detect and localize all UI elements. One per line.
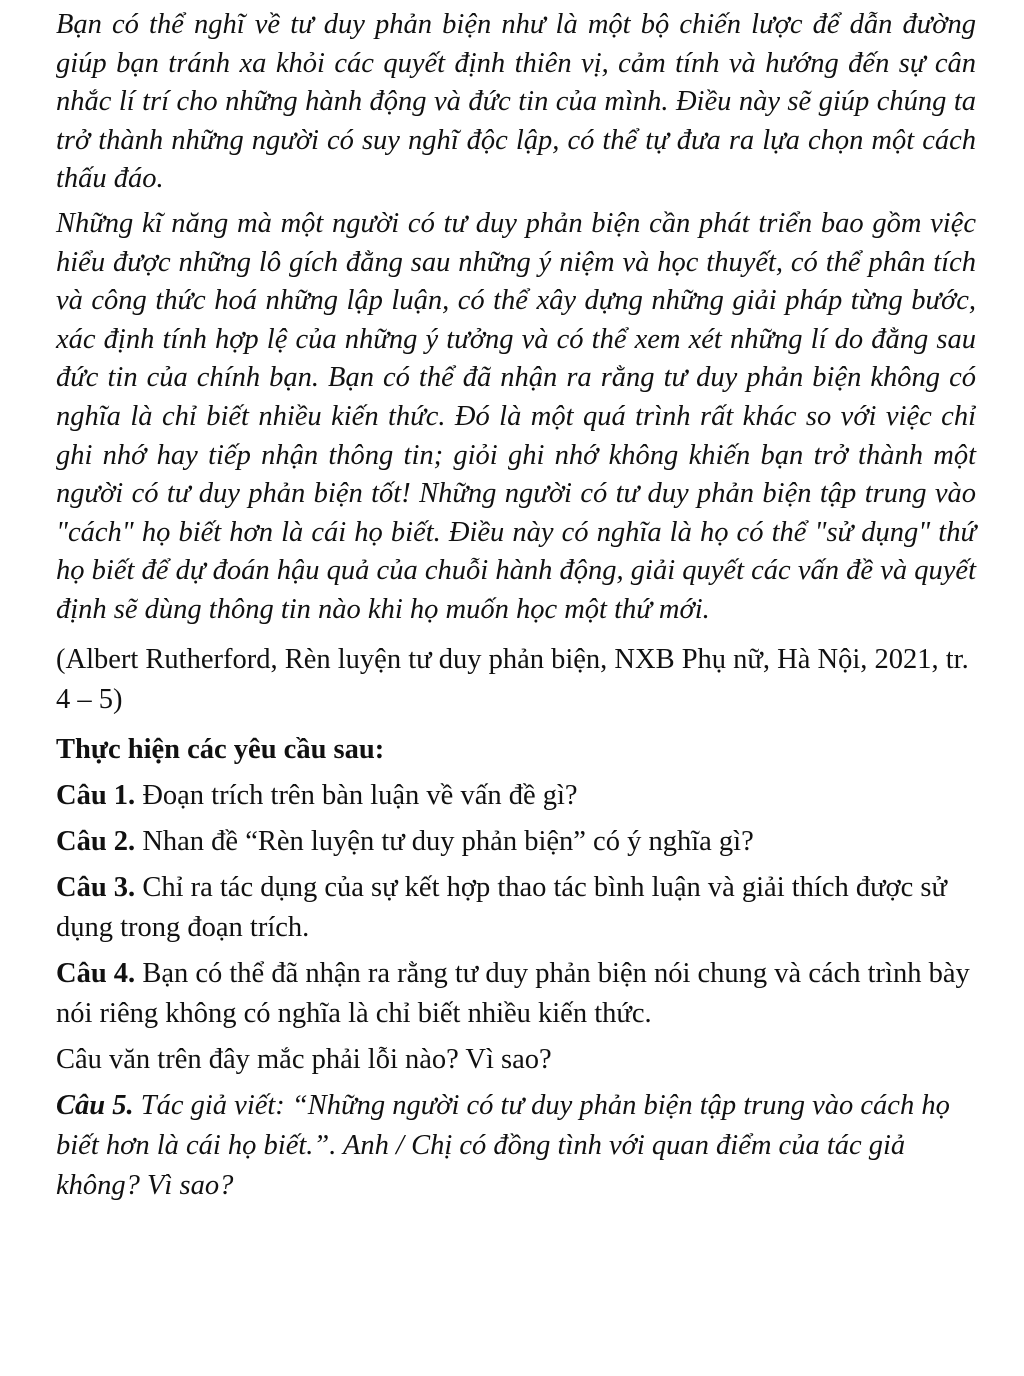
question-label: Câu 5. xyxy=(56,1089,134,1121)
question-text: Đoạn trích trên bàn luận về vấn đề gì? xyxy=(135,779,578,811)
question-label: Câu 3. xyxy=(56,871,136,903)
question-text: Nhan đề “Rèn luyện tư duy phản biện” có ý nghĩa gì? xyxy=(135,825,754,857)
source-citation: (Albert Rutherford, Rèn luyện tư duy phản biện, NXB Phụ nữ, Hà Nội, 2021, tr. 4 – 5) xyxy=(56,643,969,715)
question-4-continuation: Câu văn trên đây mắc phải lỗi nào? Vì sao? xyxy=(56,1043,552,1075)
question-4 xyxy=(56,954,976,1034)
question-label: Câu 1. xyxy=(56,779,136,811)
excerpt-paragraph-1: Bạn có thể nghĩ về tư duy phản biện như là một bộ chiến lược để dẫn đường giúp bạn tránh xa khỏi các quyết định thiên vị, cảm tính và hướng đến sự cân nhắc lí trí cho những hành động và đức tin của mình. Điều này sẽ giúp chúng ta trở thành những người có suy nghĩ độc lập, có thể tự đưa ra lựa chọn một cách thấu đáo. xyxy=(56,9,976,195)
question-text: Tác giả viết: “Những người có tư duy phản biện tập trung vào cách họ biết hơn là cái họ biết.”. Anh / Chị có đồng tình với quan điểm của tác giả không? Vì sao? xyxy=(56,1089,950,1201)
question-label: Câu 2. xyxy=(56,825,136,857)
question-2 xyxy=(56,822,976,862)
question-text: Chỉ ra tác dụng của sự kết hợp thao tác bình luận và giải thích được sử dụng trong đoạn trích. xyxy=(56,871,947,943)
question-3 xyxy=(56,868,976,948)
task-heading: Thực hiện các yêu cầu sau: xyxy=(56,733,385,765)
question-label: Câu 4. xyxy=(56,957,136,989)
question-5 xyxy=(56,1086,976,1206)
question-text: Bạn có thể đã nhận ra rằng tư duy phản biện nói chung và cách trình bày nói riêng không có nghĩa là chỉ biết nhiều kiến thức. xyxy=(56,957,970,1029)
excerpt-passage xyxy=(56,6,976,630)
excerpt-paragraph-2: Những kĩ năng mà một người có tư duy phản biện cần phát triển bao gồm việc hiểu được những lô gích đằng sau những ý niệm và học thuyết, có thể phân tích và công thức hoá những lập luận, có thể xây dựng những giải pháp từng bước, xác định tính hợp lệ của những ý tưởng và có thể xem xét những lí do đằng sau đức tin của chính bạn. Bạn có thể đã nhận ra rằng tư duy phản biện không có nghĩa là chỉ biết nhiều kiến thức. Đó là một quá trình rất khác so với việc chỉ ghi nhớ hay tiếp nhận thông tin; giỏi ghi nhớ không khiến bạn trở thành một người có tư duy phản biện tốt! Những người có tư duy phản biện tập trung vào "cách" họ biết hơn là cái họ biết. Điều này có nghĩa là họ có thể "sử dụng" thứ họ biết để dự đoán hậu quả của chuỗi hành động, giải quyết các vấn đề và quyết định sẽ dùng thông tin nào khi họ muốn học một thứ mới. xyxy=(56,207,976,625)
document-page xyxy=(56,6,976,1212)
question-1 xyxy=(56,776,976,816)
